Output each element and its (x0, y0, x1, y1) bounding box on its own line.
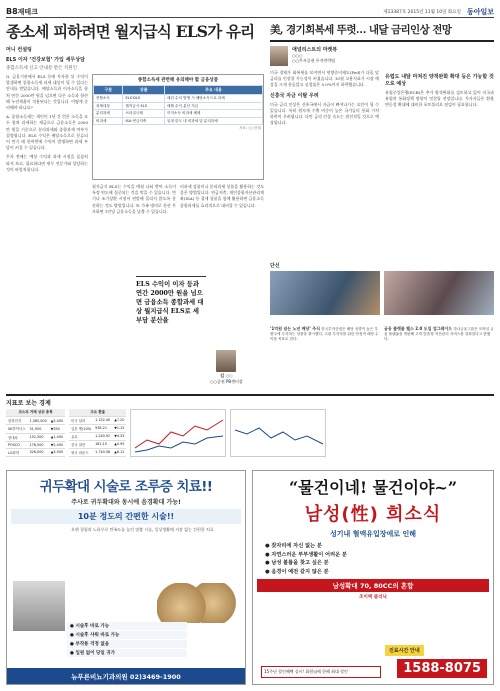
reporter-name: 김 ○○ (220, 373, 233, 378)
article-section-label: 머니 컨설팅 (6, 47, 32, 53)
stock-table-title: 코스피 거래 상위 종목 (6, 409, 65, 417)
stock-name: SK하이닉스 (6, 425, 27, 433)
table-cell: 월지급식 ELS (123, 102, 165, 110)
brief-text: 한국투자증권은 배당 성향이 높은 우량주에 투자하는 상품을 출시했다. 고령 투자자를 위한 안정적 배당 수익을 목표로 한다. (270, 327, 379, 342)
brief-photo (384, 271, 494, 315)
fx-name: 영국 파운드 (69, 448, 93, 456)
column-paragraph: 미국 금리 인상은 신흥국에서 자금이 빠져나가는 요인이 될 수 있습니다. 특히 원자재 수출 비중이 높은 국가들의 통화 가치 하락이 우려됩니다. 다만 금리 인상 속도는 점진적일 것으로 예상됩니다. (270, 101, 379, 126)
fx-name: 미국 달러 (69, 416, 93, 424)
ad-clinic[interactable] (6, 470, 246, 685)
table-row (6, 417, 65, 425)
table-row (6, 433, 65, 441)
fx-change: ▲6.12 (112, 448, 126, 456)
ad-banner: 10분 정도의 간편한 시술!! (11, 509, 241, 524)
stock-change: ▲3,500 (49, 448, 65, 456)
lead-subtitle: 종합소득세 신고 안내문 받은 직원인 (6, 66, 77, 71)
product-image (157, 583, 237, 623)
briefs-label: 단신 (270, 263, 280, 269)
products-table (92, 74, 264, 180)
lead-title: ELS 이자 ‘건강보험’ 가입 세무상담 (6, 57, 85, 63)
economic-indicators (6, 394, 494, 464)
stock-change: ▼2,000 (50, 442, 64, 447)
reporter-card (210, 350, 243, 385)
ad-feature: ● 잦자리에 자신 없는 분 (265, 543, 322, 549)
table-cell: 비과세 (94, 117, 123, 125)
brief-photo (270, 271, 380, 315)
column-headline: 美, 경기회복세 뚜렷… 내달 금리인상 전망 (270, 22, 494, 42)
stock-name: 현대차 (6, 433, 27, 441)
table-cell: 이자소득 비과세 혜택 (164, 110, 262, 118)
fx-change: ▲7.20 (114, 418, 125, 423)
section-title: 재테크 (17, 7, 38, 16)
doctor-photo (13, 581, 65, 631)
ad-feature: ● 남성 볼륨을 찾고 싶은 분 (265, 560, 329, 566)
fx-change: ▼1.15 (114, 426, 125, 431)
fx-table-title: 주요 환율 (69, 409, 126, 416)
table-row (94, 102, 263, 110)
fx-rate: 181.15 (93, 440, 112, 448)
fx-change: ▼4.33 (114, 434, 125, 439)
table-cell: 매년 수익 발생 시 배당소득으로 과세 (164, 95, 262, 103)
ad-feature: ● 입원 없이 당일 귀가 (67, 649, 187, 657)
stock-price: 152,500 (27, 433, 48, 441)
fx-name: 중국 위안 (69, 440, 93, 448)
table-header: 주요 내용 (164, 86, 262, 95)
article-col-3 (180, 184, 264, 209)
issue-meta: 제13387호 2015년 11월 10일 화요일 (383, 9, 461, 15)
author-title: ○○투자증권 투자전략팀 (292, 58, 336, 63)
indicator-chart-placeholder (130, 409, 226, 457)
main-article (6, 22, 264, 390)
table-cell: 매월 수익 분산 지급 (164, 102, 262, 110)
ad-clinic-name: 조이맥 클리닉 (359, 594, 387, 600)
author-photo (270, 46, 288, 66)
table-row (94, 95, 263, 103)
table-cell: 분리과세 (94, 110, 123, 118)
ad-brand: 남성(性) 희소식 (304, 504, 442, 525)
ad-feature: ● 시술후 샤워 바로 가능 (67, 631, 187, 639)
table-cell: 종합소득 (94, 95, 123, 103)
stock-name: 삼성전자 (6, 417, 27, 425)
ad-subtitle: 성기내 혈액유입장애로 인해 (329, 530, 417, 538)
table-row (6, 425, 65, 433)
brief-text: 하나금융그룹은 모바일 금융 플랫폼을 개편해 고객 맞춤형 자산관리 서비스를 강화한다고 밝혔다. (384, 327, 494, 342)
fx-rate: 938.21 (93, 424, 112, 432)
brief-title: ‘1억원 넘는 노년 배당’ 주식 (270, 326, 321, 331)
table-row (69, 448, 126, 456)
author-name: ○○○ (292, 53, 303, 58)
ad-feature: ● 부작용 걱정 없음 (67, 640, 187, 648)
article-headline: 종소세 피하려면 월지급식 ELS가 유리 (6, 22, 255, 41)
stock-change: ▼350 (49, 425, 65, 433)
pull-quote: ELS 수익이 이자 등과 연간 2000만 원을 넘으면 금융소득 종합과세 대상 월지급식 ELS로 세 부담 분산을 (136, 276, 206, 325)
table-cell: ELS·DLS (123, 95, 165, 103)
fx-name: 일본 엔(100) (69, 424, 93, 432)
table-row (6, 448, 65, 456)
stock-name: LG화학 (6, 448, 27, 456)
stock-price: 1,365,000 (27, 417, 48, 425)
ad-phone[interactable]: 1588-8075 (397, 659, 487, 678)
ad-footer-contact: 뉴푸른비뇨기과의원 02)3469-1900 (7, 668, 245, 684)
table-row (69, 432, 126, 440)
table-row (6, 441, 65, 448)
fx-table (69, 409, 126, 457)
table-cell: ISA·연금저축 (123, 117, 165, 125)
ad-feature: ● 음경이 예전 같지 않은 분 (265, 568, 329, 575)
table-cell: 과세대상 (94, 102, 123, 110)
table-row (69, 440, 126, 448)
mini-line-chart (231, 410, 327, 458)
fx-rate: 1,740.58 (93, 448, 112, 456)
briefs-photos (270, 262, 494, 322)
article-paragraph: 투자 전에는 예상 수익과 과세 시점을 꼼꼼히 따져 보고, 필요하다면 세무 전문가와 상담하는 것이 바람직합니다. (6, 154, 88, 172)
brief-item (270, 326, 380, 343)
ad-subtitle: 주사로 귀두확대와 동시에 음경확대 가능! (71, 499, 181, 506)
ad-title: 귀두확대 시술로 조루증 치료!! (39, 479, 213, 495)
table-row (69, 416, 126, 424)
table-row (94, 110, 263, 118)
table-row (69, 424, 126, 432)
article-paragraph: 월지급식 ELS는 수익을 매월 나눠 받아 소득이 특정 연도에 집중되는 것을 막을 수 있습니다. 만기나 조기상환 시점이 연말에 몰리지 않도록 분산하는 것도 방법입니다. 또 가족 명의로 분산 투자하면 1인당 금융소득을 낮출 수 있습니다. (92, 184, 176, 214)
ad-promo: 진료시간 안내 (385, 645, 424, 656)
column-subhead: 신흥국 자금 이탈 우려 (270, 92, 319, 99)
ad-discount-box: 15주년 할인혜택 실시! 회원님에 한해 최대 할인 (261, 666, 381, 678)
table-header: 상품 (123, 86, 165, 95)
fx-name: 유로 (69, 432, 93, 440)
ad-feature: ● 자연스러운 부부생활이 어려운 분 (265, 551, 347, 558)
stock-price: 31,950 (27, 425, 48, 433)
column-label: 애널리스트의 마켓뷰 (292, 47, 338, 53)
stock-table (6, 409, 65, 457)
column-subhead: 유럽도 내달 마쳐진 양적완화 확대 등은 가능할 것으로 예상 (385, 74, 494, 87)
indicators-title: 지표로 보는 경제 (6, 400, 51, 407)
page-number: B8 (6, 7, 18, 16)
stock-name: POSCO (6, 441, 27, 448)
page-header (6, 6, 494, 18)
column-paragraph: 미국 경제가 회복세를 보이면서 연방준비제도(Fed)가 다음 달 금리를 인상할 가능성이 커졌습니다. 10월 고용지표가 시장 예상을 크게 웃돌았고 실업률은 5.0%까지 하락했습니다. (270, 70, 379, 88)
market-column (270, 22, 494, 262)
column-paragraph: 유럽중앙은행(ECB)은 추가 양적완화를 검토하고 있어 미국과 유럽의 통화정책 방향이 엇갈릴 전망입니다. 투자자들은 환율 변동성 확대에 대비한 포트폴리오 점검이 필요합니다. (385, 90, 494, 108)
ad-mens-health[interactable] (252, 470, 494, 685)
newspaper-name: 동아일보 (466, 7, 494, 16)
reporter-title: ○○증권 PB센터장 (210, 379, 243, 384)
article-col-2 (92, 184, 176, 215)
table-cell: 일정 한도 내 비과세 및 분리과세 (164, 117, 262, 125)
table-row (94, 117, 263, 125)
stock-price: 326,000 (27, 448, 48, 456)
fx-rate: 1,240.92 (95, 434, 111, 439)
ad-feature: ● 시술후 바로 가능 (67, 622, 187, 630)
article-paragraph: Q. 금융기관에서 ELS 등에 투자한 뒤 수익이 발생하면 종합소득세 과세 대상이 될 수 있다는 안내를 받았습니다. 배당소득과 이자소득을 합쳐 연간 2000만 원을 넘으면 다른 소득과 합산해 누진세율이 적용된다는 것입니다. 어떻게 준비해야 하나요? (6, 74, 88, 111)
brief-captions (270, 326, 494, 343)
table-title: 종합소득세 관련해 유의해야 할 금융상품 (137, 78, 219, 83)
ad-feature-list (67, 621, 187, 658)
column-author (270, 46, 494, 66)
brief-title: 금융 플랫폼 헬스 2.0 도입 업그레이드 (384, 326, 453, 331)
table-header: 구분 (94, 86, 123, 95)
ad-feature-list (265, 542, 489, 575)
article-paragraph: 비과세 상품이나 분리과세 상품을 활용하는 것도 좋은 방법입니다. 연금저축, 개인종합자산관리계좌(ISA) 등 절세 상품을 함께 활용하면 금융소득 종합과세를 효과적으로 대비할 수 있습니다. (180, 184, 264, 208)
ad-title: “물건이네! 물건이야~” (288, 478, 458, 497)
stock-change: ▲1,000 (49, 433, 65, 441)
fx-change: ▲0.95 (114, 442, 125, 447)
article-paragraph: A. 종합소득세는 개인이 1년 간 얻은 소득을 모두 합쳐 과세하는 세금으로 금융소득은 2000만 원을 기준으로 분리과세와 종합과세 여부가 결정됩니다. ELS 수익은 배당소득으로 분류되어 만기 때 한꺼번에 수익이 발생하면 과세 부담이 커질 수 있습니다. (6, 114, 88, 151)
table-source: 자료: ○○증권 (239, 126, 261, 131)
article-col-1 (6, 56, 88, 173)
mini-line-chart (131, 410, 227, 458)
stock-change: ▲5,000 (49, 417, 65, 425)
ad-redbar: 남성확대 70, 80CC의 혼합 (257, 579, 489, 592)
brief-item (384, 326, 494, 343)
stock-price: 178,500 (27, 441, 48, 448)
ad-blurb: 오랜 경험과 노하우로 만족도를 높인 맞춤 시술, 일상생활에 지장 없는 간편한 치료 (71, 527, 214, 532)
indicator-chart-placeholder (230, 409, 326, 457)
fx-rate: 1,152.40 (95, 418, 111, 423)
table-cell: 브라질국채 (123, 110, 165, 118)
reporter-photo (216, 350, 236, 372)
